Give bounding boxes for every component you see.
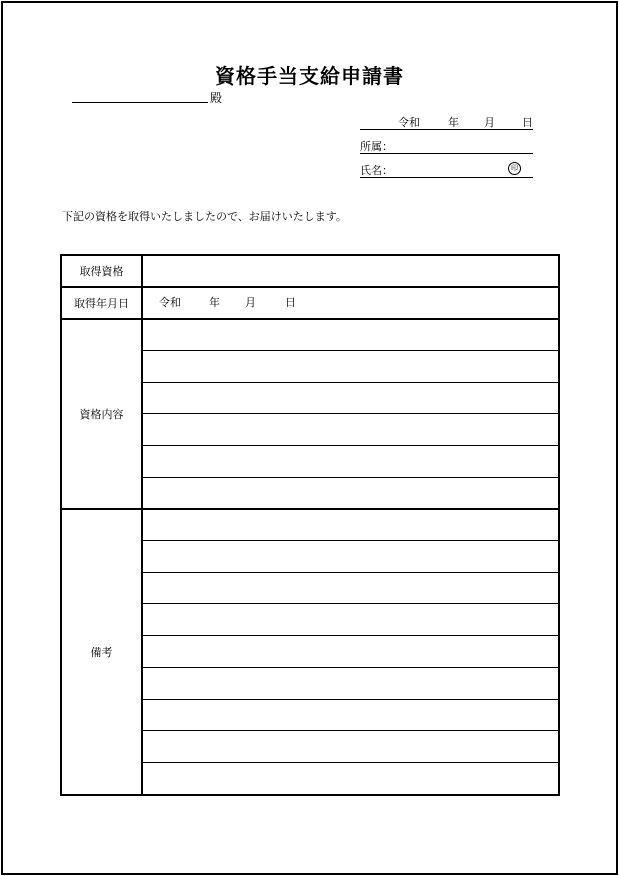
ruled-line: [143, 383, 558, 414]
acquisition-date-label: 取得年月日: [61, 287, 142, 319]
submission-date-line[interactable]: [360, 114, 533, 130]
seal-icon: 印: [508, 162, 521, 175]
ruled-line: [143, 446, 558, 478]
ruled-line: [143, 541, 558, 573]
page-title: 資格手当支給申請書: [215, 64, 404, 88]
acquired-qualification-label: 取得資格: [61, 255, 142, 287]
addressee-suffix: 殿: [210, 91, 223, 105]
acq-date-day: 日: [285, 296, 296, 309]
ruled-line: [143, 320, 558, 351]
qualification-content-label: 資格内容: [61, 319, 142, 509]
date-day-label: 日: [522, 116, 533, 129]
intro-text: 下記の資格を取得いたしましたので、お届けいたします。: [62, 210, 347, 223]
table-row: [61, 287, 559, 319]
acquisition-date-field[interactable]: [142, 287, 559, 319]
ruled-line: [143, 700, 558, 731]
ruled-line: [143, 668, 558, 700]
table-row: [61, 319, 559, 509]
acq-date-era: 令和: [159, 296, 181, 309]
ruled-line: [143, 478, 558, 508]
table-row: [61, 255, 559, 287]
ruled-line: [143, 573, 558, 604]
remarks-label: 備考: [61, 509, 142, 795]
ruled-line: [143, 763, 558, 794]
qualification-content-field[interactable]: [142, 319, 559, 509]
ruled-line: [143, 604, 558, 636]
date-year-label: 年: [448, 116, 459, 129]
ruled-line: [143, 731, 558, 763]
name-line[interactable]: [360, 162, 533, 178]
date-era: 令和: [398, 116, 420, 129]
ruled-line: [143, 414, 558, 446]
ruled-line: [143, 510, 558, 541]
acq-date-month: 月: [245, 296, 256, 309]
table-row: [61, 509, 559, 795]
affiliation-label: 所属：: [360, 140, 393, 153]
date-month-label: 月: [484, 116, 495, 129]
affiliation-line[interactable]: [360, 138, 533, 154]
application-table: [60, 254, 560, 796]
name-label: 氏名：: [360, 164, 393, 177]
addressee-line[interactable]: [72, 102, 208, 103]
acquired-qualification-field[interactable]: [142, 255, 559, 287]
ruled-line: [143, 636, 558, 668]
remarks-field[interactable]: [142, 509, 559, 795]
acq-date-year: 年: [209, 296, 220, 309]
ruled-line: [143, 351, 558, 383]
